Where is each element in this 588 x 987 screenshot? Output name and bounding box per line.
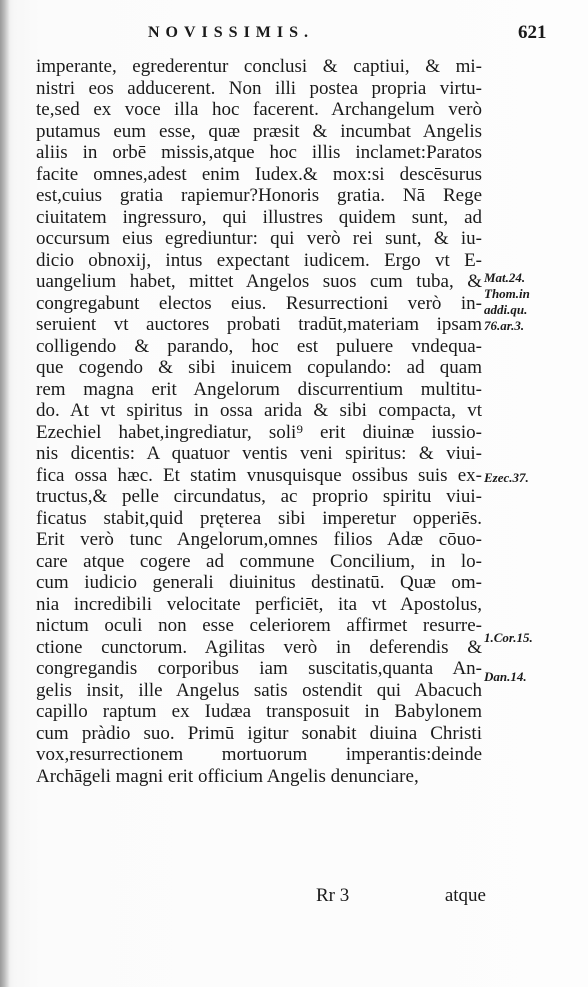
text-line: uangelium habet, mittet Angelos suos cum tuba, &: [36, 271, 482, 292]
margin-note-reference: 76.ar.3.: [484, 318, 525, 333]
text-line: vox,resurrectionem mortuorum imperantis:deinde: [36, 744, 482, 765]
margin-note-reference: Thom.in: [484, 286, 530, 301]
text-line: gelis insit, ille Angelus satis ostendit qui Abacuch: [36, 679, 482, 701]
text-line: ciuitatem ingressuro, qui illustres quidem sunt, ad: [36, 206, 482, 228]
text-line: occursum eius egrediuntur: qui verò rei sunt, & iu-: [36, 228, 482, 249]
text-line: nictum oculi non esse celeriorem affirmet resurre-: [36, 615, 482, 636]
body-text: [36, 56, 482, 787]
text-line: nia incredibili velocitate perficiēt, ita vt Apostolus,: [36, 593, 482, 615]
text-line: facite omnes,adest enim Iudex.& mox:si descēsurus: [36, 163, 482, 185]
catchword: atque: [444, 885, 486, 906]
text-line: congregandis corporibus iam suscitatis,quanta An-: [36, 658, 482, 679]
text-line: ficatus stabit,quid pręterea sibi imperetur opperiēs.: [36, 507, 482, 529]
text-line: fica ossa hæc. Et statim vnusquisque ossibus suis ex-: [36, 464, 482, 486]
text-line: imperante, egrederentur conclusi & captiui, & mi-: [36, 56, 482, 77]
text-line: putamus eum esse, quæ præsit & incumbat Angelis: [36, 120, 482, 142]
page-number: 621: [518, 22, 547, 43]
text-line: nis dicentis: A quatuor ventis veni spiritus: & viui-: [36, 443, 482, 464]
margin-note-reference: addi.qu.: [484, 302, 528, 317]
text-line: do. At vt spiritus in ossa arida & sibi compacta, vt: [36, 400, 482, 421]
text-line: aliis in orbē missis,atque hoc illis inclamet:Paratos: [36, 142, 482, 163]
text-line: Erit verò tunc Angelorum,omnes filios Adæ cōuo-: [36, 529, 482, 550]
text-line: care atque cogere ad commune Concilium, in lo-: [36, 550, 482, 572]
text-line: colligendo & parando, hoc est puluere vndequa-: [36, 335, 482, 357]
margin-note-reference: 1.Cor.15.: [484, 630, 533, 645]
text-line: rem magna erit Angelorum discurrentium multitu-: [36, 378, 482, 400]
gutter-shadow: [0, 0, 10, 987]
text-line: tructus,& pelle circundatus, ac proprio spiritu viui-: [36, 486, 482, 507]
text-line: te,sed ex voce illa hoc facerent. Archangelum verò: [36, 99, 482, 120]
text-line: ctione cunctorum. Agilitas verò in deferendis &: [36, 636, 482, 658]
text-line: nistri eos adducerent. Non illi postea propria virtu-: [36, 77, 482, 99]
text-line: cum iudicio generali diuinitus destinatū. Quæ om-: [36, 572, 482, 593]
text-line: seruient vt auctores probati tradūt,materiam ipsam: [36, 314, 482, 335]
margin-note-reference: Dan.14.: [484, 669, 527, 684]
text-line: dicio obnoxij, intus expectant iudicem. Ergo vt E-: [36, 249, 482, 271]
text-line: Archāgeli magni erit officium Angelis denunciare,: [36, 765, 419, 787]
text-line: Ezechiel habet,ingrediatur, soli⁹ erit diuinæ iussio-: [36, 421, 482, 443]
text-line: congregabunt electos eius. Resurrectioni verò in-: [36, 292, 482, 314]
text-line: que cogendo & sibi inuicem copulando: ad quam: [36, 357, 482, 378]
text-line: est,cuius gratia rapiemur?Honoris gratia. Nā Rege: [36, 185, 482, 206]
text-line: cum pràdio suo. Primū igitur sonabit diuina Christi: [36, 722, 482, 744]
text-line: capillo raptum ex Iudæa transposuit in Babylonem: [36, 701, 482, 722]
margin-note-reference: Ezec.37.: [484, 470, 529, 485]
running-head: NOVISSIMIS.: [148, 24, 315, 41]
margin-note-reference: Mat.24.: [484, 270, 526, 285]
signature-mark: Rr 3: [316, 885, 350, 906]
